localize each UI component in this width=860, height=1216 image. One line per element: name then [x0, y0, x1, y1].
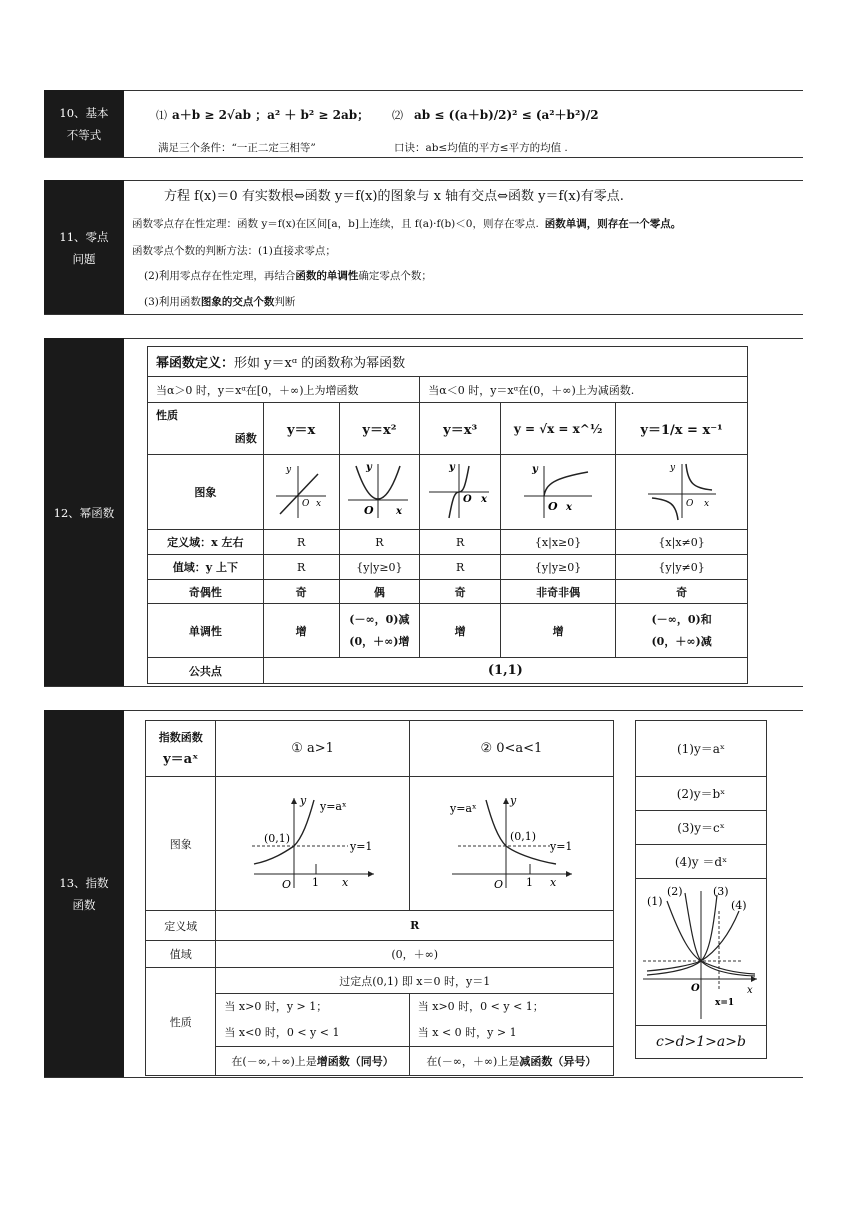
g1-one: 1 [311, 876, 319, 889]
zero-theorem-mono: 函数单调，则存在一个零点。 [544, 218, 682, 230]
g1-point: (0,1) [263, 832, 290, 845]
svg-text:x: x [566, 501, 573, 513]
zero-count-methods: 函数零点个数的判断方法：(1)直接求零点； [132, 245, 336, 257]
side-3: (4)y ＝dˣ [636, 845, 767, 879]
row-range-label: 值域：y 上下 [148, 555, 264, 580]
svg-text:y: y [532, 463, 538, 475]
domain-2: R [420, 530, 501, 555]
g2-o: O [494, 878, 504, 891]
zero-count-method-3 [144, 294, 295, 309]
g1-y1: y=1 [349, 840, 373, 853]
func-2: y＝x³ [420, 403, 501, 455]
side-o: O [691, 982, 700, 994]
svg-text:x: x [703, 498, 709, 509]
exp-graph-label: 图象 [146, 777, 216, 911]
parity-3: 非奇非偶 [501, 580, 616, 604]
exp-dec-mono [409, 1047, 613, 1076]
power-def-text: 形如 y＝xᵅ 的函数称为幂函数 [234, 356, 406, 371]
svg-text:x: x [396, 505, 403, 517]
common-point: (1,1) [263, 658, 747, 684]
range-0: R [263, 555, 339, 580]
ineq-rhyme: 口诀：ab≤均值的平方≤平方的均值 . [394, 142, 568, 154]
mono-1: (－∞，0)减 (0，＋∞)增 [339, 604, 420, 658]
svg-text:y: y [366, 461, 373, 473]
dec-b: 减函数（异号） [519, 1055, 597, 1068]
row-mono-label: 单调性 [148, 604, 264, 658]
row-graph-label: 图象 [148, 455, 264, 530]
zero-count-method-2 [144, 268, 432, 283]
graph-y-1overx [616, 455, 748, 530]
inc-b: 增函数（同号） [316, 1055, 394, 1068]
g1-x: x [341, 876, 348, 889]
domain-4: {x|x≠0} [616, 530, 748, 555]
exp-case-1: ① a>1 [216, 721, 409, 777]
exp-hdr2: y＝aˣ [163, 751, 199, 767]
func-1: y＝x² [339, 403, 420, 455]
range-3: {y|y≥0} [501, 555, 616, 580]
section-10 [44, 90, 803, 158]
power-def [148, 347, 748, 377]
exp-graph-increasing [216, 777, 409, 911]
ineq-formula-2: ab ≤ ((a＋b)/2)² ≤ (a²＋b²)/2 [414, 108, 599, 122]
range-4: {y|y≠0} [616, 555, 748, 580]
svg-text:x: x [481, 493, 488, 505]
side-graph [636, 879, 767, 1026]
section-13-label: 13、指数函数 [44, 710, 124, 1078]
side-l4: (4) [731, 898, 747, 912]
dec1: 当 x>0 时，0 < y < 1； [417, 1000, 544, 1013]
section-12-label: 12、幂函数 [44, 338, 124, 687]
svg-text:x: x [316, 498, 322, 509]
zero-equivalence: 方程 f(x)＝0 有实数根⇔函数 y＝f(x)的图象与 x 轴有交点⇔函数 y＝f(x)有零点. [164, 189, 624, 204]
inc1: 当 x>0 时，y > 1； [224, 1000, 328, 1013]
g2-y: y [510, 794, 517, 807]
g2-x: x [550, 876, 557, 889]
exp-dec-props [409, 994, 613, 1047]
exp-range-label: 值域 [146, 941, 216, 968]
mono-2: 增 [420, 604, 501, 658]
m3b: 图象的交点个数 [200, 296, 275, 308]
section-11-label: 11、零点问题 [44, 180, 124, 315]
func-3: y = √x = x^½ [501, 403, 616, 455]
exp-graph-decreasing [409, 777, 613, 911]
ineq-conditions: 满足三个条件：“一正二定三相等” [158, 142, 316, 154]
range-2: R [420, 555, 501, 580]
exp-inc-props [216, 994, 409, 1047]
exp-case-2: ② 0<a<1 [409, 721, 613, 777]
g2-y1: y=1 [550, 840, 573, 853]
section-10-label: 10、基本不等式 [44, 90, 124, 158]
inc-a: 在(－∞,＋∞)上是 [231, 1055, 317, 1068]
row-parity-label: 奇偶性 [148, 580, 264, 604]
m3c: 判断 [274, 296, 296, 308]
hdr-func: 函数 [234, 432, 257, 445]
svg-text:O: O [685, 498, 693, 509]
power-header-cell [148, 403, 264, 455]
power-neg: 当α＜0 时，y＝xᵅ在(0，＋∞)上为减函数. [420, 377, 748, 403]
graph-y-x2 [339, 455, 420, 530]
graph-y-sqrtx [501, 455, 616, 530]
exp-domain-value: R [216, 911, 614, 941]
exp-fixed-point: 过定点(0,1) 即 x＝0 时，y＝1 [216, 968, 614, 994]
side-2: (3)y＝cˣ [636, 811, 767, 845]
svg-text:y: y [449, 461, 455, 473]
exp-side-table [635, 720, 767, 1059]
ineq-formula-1: a＋b ≥ 2√ab ；a² ＋ b² ≥ 2ab； [172, 108, 370, 122]
ineq-index-1: ⑴ [156, 109, 167, 122]
zero-theorem-text: 函数零点存在性定理：函数 y＝f(x)在区间[a，b]上连续，且 f(a)·f(b)＜0，则存在零点. [132, 218, 539, 230]
parity-4: 奇 [616, 580, 748, 604]
side-l1: (1) [647, 894, 663, 908]
power-def-bold: 幂函数定义： [156, 356, 235, 371]
row-common-label: 公共点 [148, 658, 264, 684]
parity-2: 奇 [420, 580, 501, 604]
hdr-prop: 性质 [156, 409, 178, 422]
domain-1: R [339, 530, 420, 555]
domain-3: {x|x≥0} [501, 530, 616, 555]
exp-header [146, 721, 216, 777]
dec2: 当 x < 0 时，y > 1 [417, 1026, 517, 1039]
svg-text:O: O [548, 499, 558, 513]
side-l2: (2) [667, 884, 683, 898]
side-0: (1)y＝aˣ [636, 721, 767, 777]
svg-text:O: O [463, 493, 472, 505]
zero-theorem [132, 216, 681, 231]
g1-y: y [299, 794, 306, 807]
range-1: {y|y≥0} [339, 555, 420, 580]
exp-hdr1: 指数函数 [158, 730, 203, 744]
graph-y-x [263, 455, 339, 530]
power-pos: 当α＞0 时，y＝xᵅ在[0，＋∞)上为增函数 [148, 377, 420, 403]
svg-text:y: y [286, 464, 292, 475]
m2a: (2)利用零点存在性定理，再结合 [144, 270, 296, 282]
m2c: 确定零点个数； [358, 270, 432, 282]
g1-label: y=aˣ [319, 800, 347, 813]
row-domain-label: 定义域：x 左右 [148, 530, 264, 555]
parity-0: 奇 [263, 580, 339, 604]
g2-one: 1 [526, 876, 534, 889]
exp-domain-label: 定义域 [146, 911, 216, 941]
g2-point: (0,1) [510, 830, 537, 843]
func-0: y＝x [263, 403, 339, 455]
svg-text:O: O [302, 498, 310, 509]
svg-text:O: O [364, 503, 374, 517]
mono-0: 增 [263, 604, 339, 658]
exp-order: c>d>1>a>b [636, 1026, 767, 1059]
func-4: y＝1/x = x⁻¹ [616, 403, 748, 455]
svg-text:y: y [669, 462, 675, 473]
domain-0: R [263, 530, 339, 555]
g1-o: O [281, 878, 291, 891]
side-x: x [747, 984, 753, 996]
mono-3: 增 [501, 604, 616, 658]
section-13 [44, 710, 803, 1078]
inc2: 当 x<0 时，0 < y < 1 [224, 1026, 340, 1039]
side-1: (2)y＝bˣ [636, 777, 767, 811]
mono-4: (－∞，0)和 (0，＋∞)减 [616, 604, 748, 658]
ineq-index-2: ⑵ [392, 109, 403, 122]
dec-a: 在(－∞，＋∞)上是 [426, 1055, 520, 1068]
side-x1: x=1 [715, 997, 735, 1008]
m3a: (3)利用函数 [144, 296, 201, 308]
side-l3: (3) [713, 884, 729, 898]
graph-y-x3 [420, 455, 501, 530]
exp-inc-mono [216, 1047, 409, 1076]
exp-range-value: (0，＋∞) [216, 941, 614, 968]
power-function-table [147, 346, 748, 684]
exp-prop-label: 性质 [146, 968, 216, 1076]
parity-1: 偶 [339, 580, 420, 604]
section-12 [44, 338, 803, 687]
exp-function-table [145, 720, 614, 1076]
m2b: 函数的单调性 [295, 270, 359, 282]
g2-label: y=aˣ [450, 802, 478, 815]
section-11 [44, 180, 803, 315]
